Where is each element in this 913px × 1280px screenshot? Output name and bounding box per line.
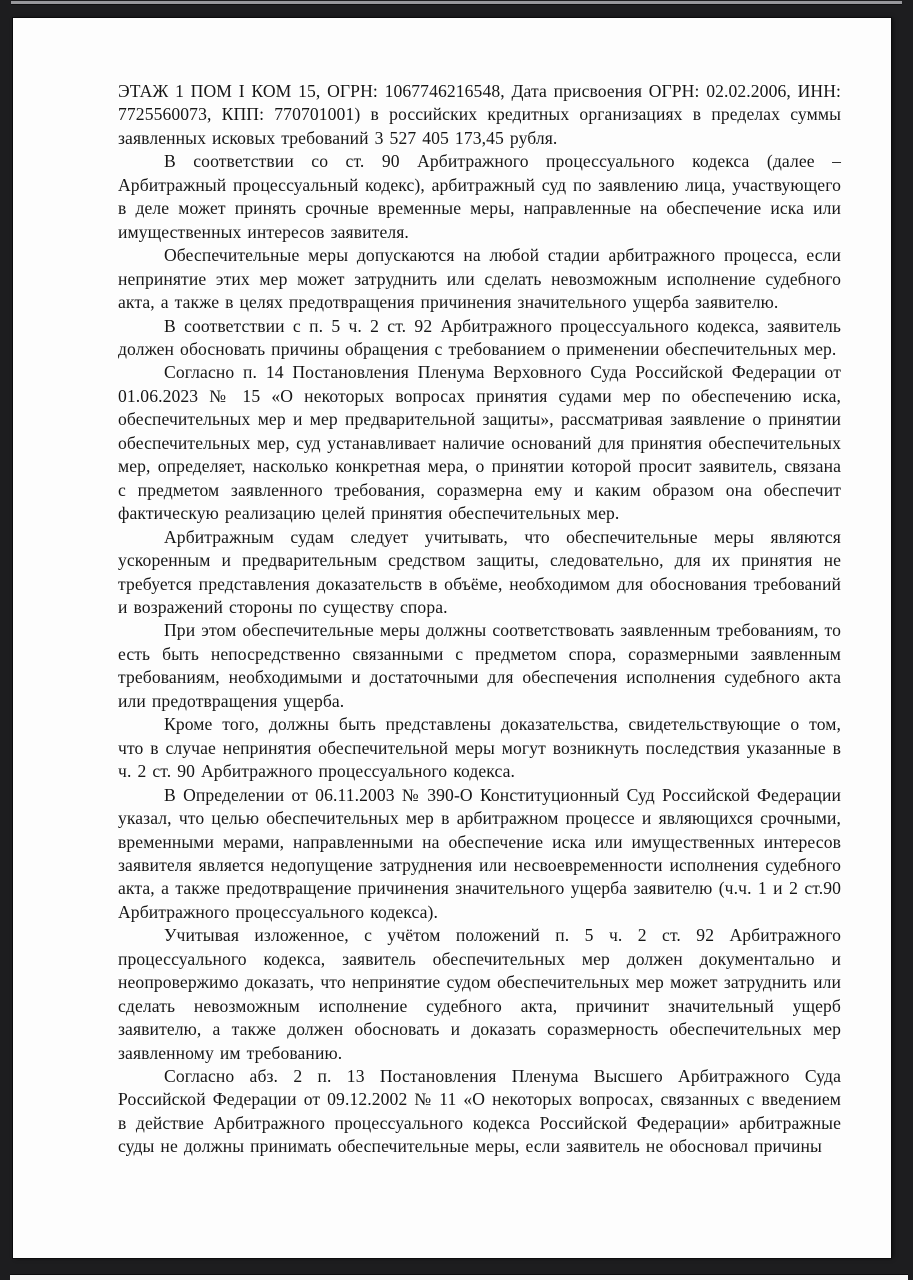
paragraph: Согласно п. 14 Постановления Пленума Верховного Суда Российской Федерации от 01.06.2023 № 15 «О некоторых вопросах принятия судами мер по обеспечению иска, обеспечительных мер и мер предварительной защиты», рассматривая заявление о принятии обеспечительных мер, суд устанавливает наличие оснований для принятия обеспечительных мер, определяет, насколько конкретная мера, о принятии которой просит заявитель, связана с предметом заявленного требования, соразмерна ему и каким образом она обеспечит фактическую реализацию целей принятия обеспечительных мер. — [118, 362, 841, 524]
paragraph: В соответствии с п. 5 ч. 2 ст. 92 Арбитражного процессуального кодекса, заявитель должен обосновать причины обращения с требованием о применении обеспечительных мер. — [118, 315, 841, 359]
paragraph: Согласно абз. 2 п. 13 Постановления Пленума Высшего Арбитражного Суда Российской Федерации от 09.12.2002 № 11 «О некоторых вопросах, связанных с введением в действие Арбитражного процессуального кодекса Российской Федерации» арбитражные суды не должны принимать обеспечительные меры, если заявитель не обосновал причины — [118, 1066, 841, 1157]
paragraph-continuation: ЭТАЖ 1 ПОМ I КОМ 15, ОГРН: 1067746216548, Дата присвоения ОГРН: 02.02.2006, ИНН: 7725560073, КПП: 770701001) в российских кредитных организациях в пределах суммы заявленных исковых требований 3 527 405 173,45 рубля. — [118, 81, 841, 148]
scanned-page — [13, 18, 891, 1258]
paragraph: Кроме того, должны быть представлены доказательства, свидетельствующие о том, что в случае непринятия обеспечительной меры могут возникнуть последствия указанные в ч. 2 ст. 90 Арбитражного процессуального кодекса. — [118, 714, 841, 782]
paragraph: Учитывая изложенное, с учётом положений п. 5 ч. 2 ст. 92 Арбитражного процессуального кодекса, заявитель обеспечительных мер должен документально и неопровержимо доказать, что непринятие судом обеспечительных мер может затруднить или сделать невозможным исполнение судебного акта, причинит значительный ущерб заявителю, а также должен обосновать и доказать соразмерность обеспечительных мер заявленному им требованию. — [118, 925, 841, 1063]
paragraph: В Определении от 06.11.2003 № 390-О Конституционный Суд Российской Федерации указал, что целью обеспечительных мер в арбитражном процессе и являющихся срочными, временными мерами, направленными на обеспечение иска или имущественных интересов заявителя является недопущение затруднения или несвоевременности исполнения судебного акта, а также предотвращение причинения значительного ущерба заявителю (ч.ч. 1 и 2 ст.90 Арбитражного процессуального кодекса). — [118, 784, 841, 922]
page-text-block — [118, 80, 841, 1159]
paragraph: Арбитражным судам следует учитывать, что обеспечительные меры являются ускоренным и предварительным средством защиты, следовательно, для их принятия не требуется представления доказательств в объёме, необходимом для обоснования требований и возражений стороны по существу спора. — [118, 526, 841, 617]
paragraph: В соответствии со ст. 90 Арбитражного процессуального кодекса (далее – Арбитражный процессуальный кодекс), арбитражный суд по заявлению лица, участвующего в деле может принять срочные временные меры, направленные на обеспечение иска или имущественных интересов заявителя. — [118, 151, 841, 242]
previous-page-bottom-edge — [11, 1, 902, 5]
paragraph: При этом обеспечительные меры должны соответствовать заявленным требованиям, то есть быть непосредственно связанными с предметом спора, соразмерными заявленным требованиям, необходимыми и достаточными для обеспечения исполнения судебного акта или предотвращения ущерба. — [118, 620, 841, 711]
next-page-top-edge — [10, 1274, 908, 1280]
paragraph: Обеспечительные меры допускаются на любой стадии арбитражного процесса, если непринятие этих мер может затруднить или сделать невозможным исполнение судебного акта, а также в целях предотвращения причинения значительного ущерба заявителю. — [118, 245, 841, 313]
